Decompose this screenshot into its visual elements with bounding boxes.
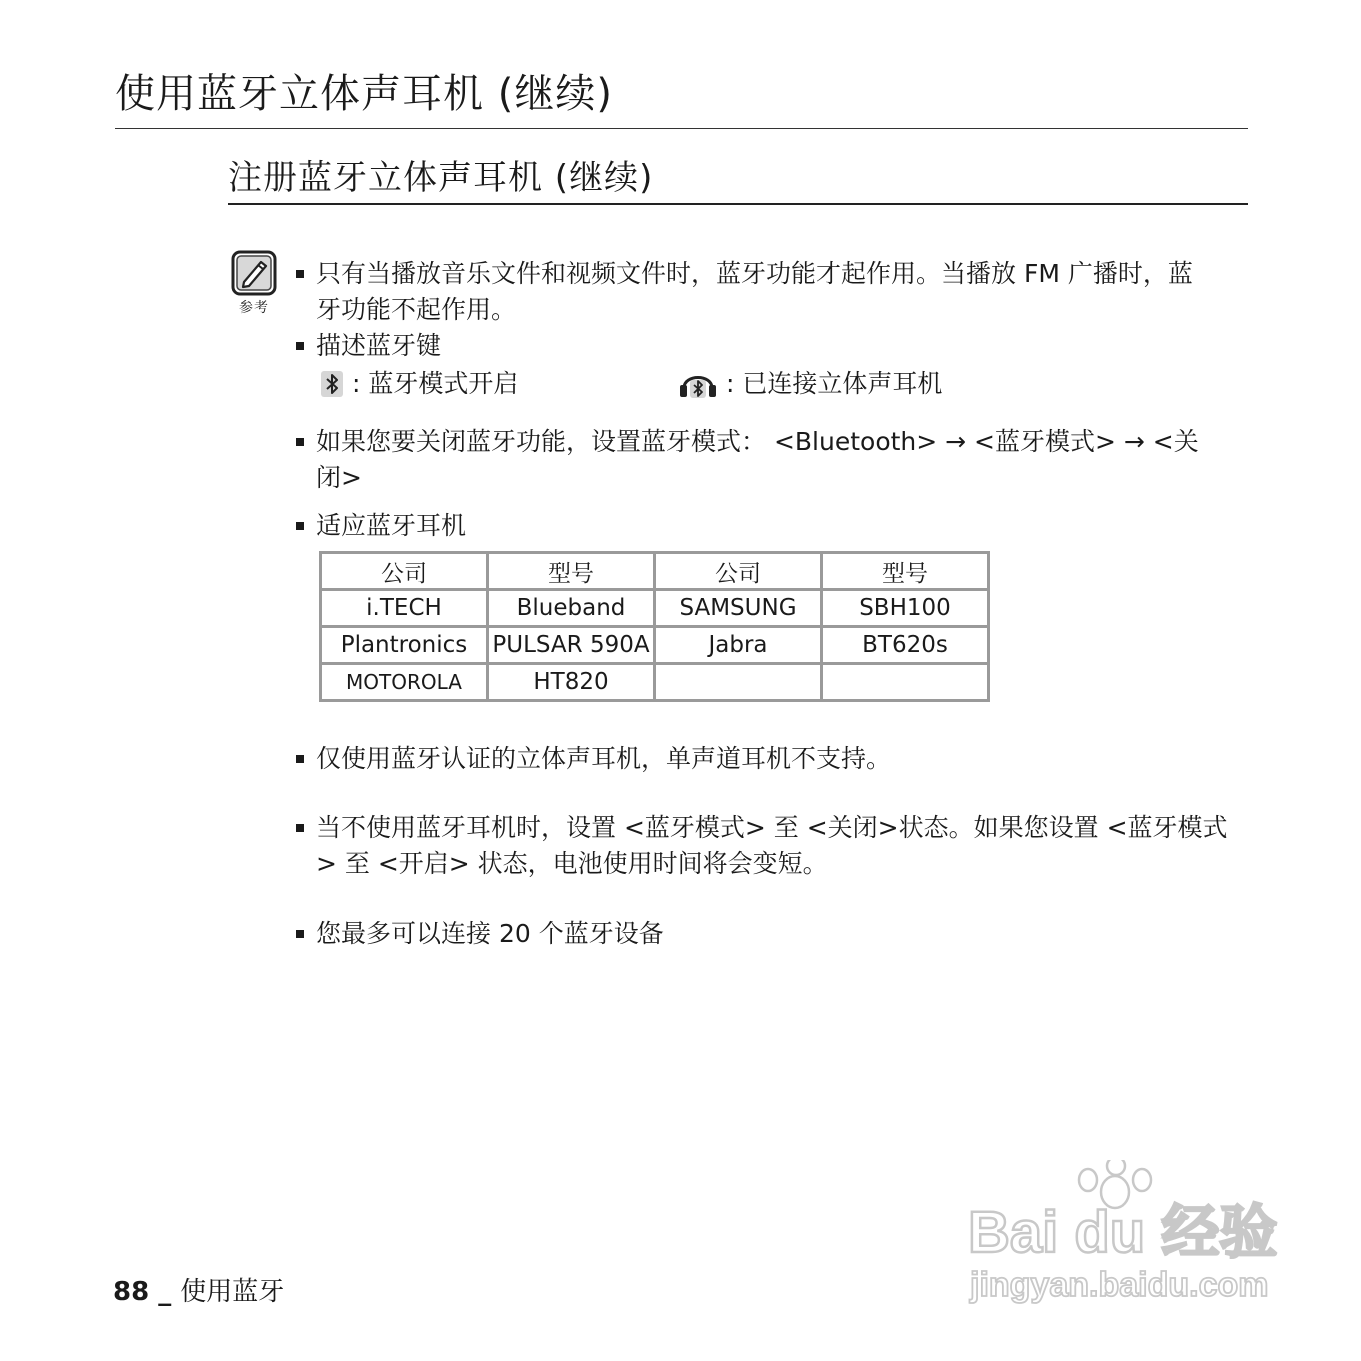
table-cell: Blueband (488, 590, 655, 627)
table-header-cell: 公司 (321, 553, 488, 590)
key-bluetooth-on-text: : 蓝牙模式开启 (352, 369, 519, 398)
page-footer (113, 1274, 284, 1310)
table-cell: SBH100 (822, 590, 989, 627)
key-headset-connected-text: : 已连接立体声耳机 (726, 369, 943, 398)
table-row (321, 627, 989, 664)
table-cell: i.TECH (321, 590, 488, 627)
list-item: 您最多可以连接 20 个蓝牙设备 (296, 916, 1196, 952)
list-item: 适应蓝牙耳机 (296, 508, 1196, 544)
page-title: 使用蓝牙立体声耳机 (继续) (115, 71, 613, 117)
key-bluetooth-on (320, 366, 518, 402)
key-headset-connected (678, 366, 942, 402)
table-cell: BT620s (822, 627, 989, 664)
table-header-cell: 型号 (822, 553, 989, 590)
note-pencil-icon (231, 250, 277, 296)
table-cell (655, 664, 822, 701)
list-item: 仅使用蓝牙认证的立体声耳机，单声道耳机不支持。 (296, 741, 1196, 777)
table-header-row (321, 553, 989, 590)
headset-model-table (319, 551, 990, 702)
baidu-watermark (960, 1160, 1290, 1310)
list-item: 当不使用蓝牙耳机时，设置 <蓝牙模式> 至 <关闭>状态。如果您设置 <蓝牙模式> 至 <开启> 状态，电池使用时间将会变短。 (296, 810, 1246, 882)
table-cell: Jabra (655, 627, 822, 664)
watermark-brand: Bai du 经验 (968, 1200, 1278, 1265)
footer-separator: _ (149, 1277, 181, 1307)
section-divider (228, 203, 1248, 205)
table-header-cell: 型号 (488, 553, 655, 590)
table-cell: MOTOROLA (321, 664, 488, 701)
table-cell: PULSAR 590A (488, 627, 655, 664)
table-header-cell: 公司 (655, 553, 822, 590)
note-label: 参考 (239, 300, 269, 316)
page-number: 88 (113, 1277, 150, 1307)
bluetooth-icon (320, 369, 344, 399)
watermark-url: jingyan.baidu.com (970, 1266, 1269, 1304)
list-item: 只有当播放音乐文件和视频文件时，蓝牙功能才起作用。当播放 FM 广播时，蓝牙功能不起作用。 (296, 256, 1216, 328)
list-item: 描述蓝牙键 (296, 328, 1196, 364)
table-cell: SAMSUNG (655, 590, 822, 627)
note-block (229, 250, 279, 316)
table-row (321, 590, 989, 627)
section-title: 注册蓝牙立体声耳机 (继续) (228, 158, 654, 198)
table-row (321, 664, 989, 701)
title-divider (115, 128, 1248, 129)
footer-section: 使用蓝牙 (180, 1277, 285, 1307)
table-cell (822, 664, 989, 701)
bluetooth-headset-icon (678, 368, 718, 400)
table-cell: Plantronics (321, 627, 488, 664)
table-cell: HT820 (488, 664, 655, 701)
list-item: 如果您要关闭蓝牙功能，设置蓝牙模式： <Bluetooth> → <蓝牙模式> → <关闭> (296, 424, 1206, 496)
